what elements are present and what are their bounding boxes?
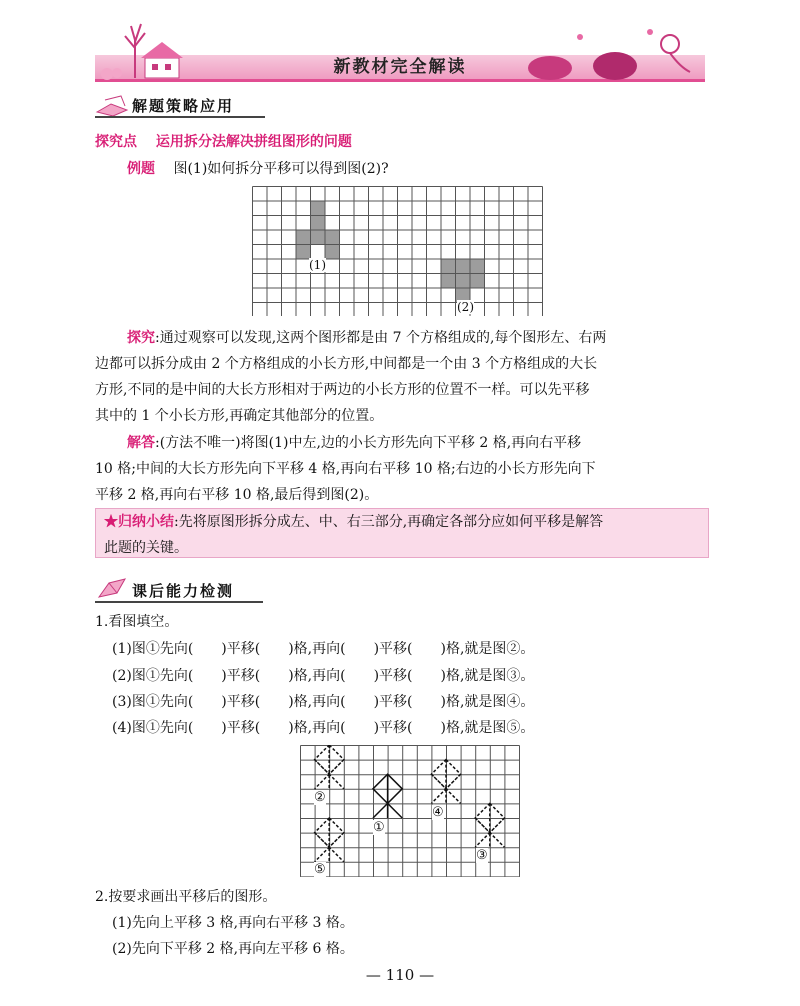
shape-1	[373, 774, 402, 818]
topic-label: 探究点	[95, 134, 137, 150]
exercise-title-underline	[95, 601, 263, 603]
summary-label: ★归纳小结	[104, 514, 174, 530]
q1-item-4: (4)图①先向( )平移( )格,再向( )平移( )格,就是图⑤。	[112, 720, 535, 736]
page-number: — 110 —	[365, 966, 435, 984]
exercise-section-title: 课后能力检测	[132, 582, 235, 600]
summary-line-2: 此题的关键。	[104, 540, 188, 556]
exercise-grid	[300, 745, 526, 877]
shape-2	[315, 745, 344, 789]
example-grid	[252, 186, 547, 316]
answer-label: 解答	[127, 435, 155, 451]
explore-line-2: 边都可以拆分成由 2 个方格组成的小长方形,中间都是一个由 3 个方格组成的大长	[95, 356, 598, 372]
grid-label-3: ③	[476, 848, 488, 863]
topic-title: 运用拆分法解决拼组图形的问题	[155, 134, 352, 150]
figure2-cell	[471, 274, 485, 288]
q1-item-2: (2)图①先向( )平移( )格,再向( )平移( )格,就是图③。	[112, 668, 535, 684]
explore-label: 探究	[127, 330, 155, 346]
figure1-cell	[326, 231, 340, 245]
figure1-cell	[297, 245, 311, 259]
answer-line-3: 平移 2 格,再向右平移 10 格,最后得到图(2)。	[95, 487, 379, 503]
explore-line-3: 方形,不同的是中间的大长方形相对于两边的小长方形的位置不一样。可以先平移	[95, 382, 590, 398]
header-title: 新教材完全解读	[333, 57, 467, 77]
shape-4	[431, 760, 460, 804]
strategy-title-underline	[95, 116, 265, 118]
figure2-cell	[456, 274, 470, 288]
figure1-cell	[297, 231, 311, 245]
figure1-cell	[326, 245, 340, 259]
q1-title: 1.看图填空。	[95, 614, 179, 630]
shape-3	[475, 803, 504, 847]
grid-label-5: ⑤	[314, 862, 326, 877]
figure1-label: (1)	[309, 258, 326, 272]
q1-item-1: (1)图①先向( )平移( )格,再向( )平移( )格,就是图②。	[112, 641, 535, 657]
q1-item-3: (3)图①先向( )平移( )格,再向( )平移( )格,就是图④。	[112, 694, 535, 710]
explore-line-4: 其中的 1 个小长方形,再确定其他部分的位置。	[95, 408, 384, 424]
shape-5	[315, 818, 344, 862]
summary-line-1: :先将原图形拆分成左、中、右三部分,再确定各部分应如何平移是解答	[174, 514, 604, 530]
q2-item-2: (2)先向下平移 2 格,再向左平移 6 格。	[112, 941, 354, 957]
answer-line-2: 10 格;中间的大长方形先向下平移 4 格,再向右平移 10 格;右边的小长方形先向下	[95, 461, 596, 477]
grid-label-4: ④	[432, 805, 444, 820]
figure1-cell	[311, 216, 325, 230]
grid-label-2: ②	[314, 790, 326, 805]
figure1-cell	[311, 202, 325, 216]
example-text: 图(1)如何拆分平移可以得到图(2)?	[173, 161, 389, 177]
figure2-cell	[442, 274, 456, 288]
strategy-section-title: 解题策略应用	[132, 97, 235, 115]
book-icon	[95, 94, 131, 116]
q2-title: 2.按要求画出平移后的图形。	[95, 889, 277, 905]
figure1-cell	[311, 231, 325, 245]
figure2-label: (2)	[457, 300, 474, 314]
example-label: 例题	[127, 161, 155, 177]
q2-item-1: (1)先向上平移 3 格,再向右平移 3 格。	[112, 915, 354, 931]
explore-line-1: :通过观察可以发现,这两个图形都是由 7 个方格组成的,每个图形左、右两	[155, 330, 607, 346]
hand-pencil-icon	[95, 575, 131, 601]
summary-box	[95, 508, 709, 558]
grid-label-1: ①	[373, 820, 385, 835]
answer-line-1: :(方法不唯一)将图(1)中左,边的小长方形先向下平移 2 格,再向右平移	[155, 435, 582, 451]
figure2-cell	[456, 260, 470, 274]
figure2-cell	[442, 260, 456, 274]
figure2-cell	[471, 260, 485, 274]
